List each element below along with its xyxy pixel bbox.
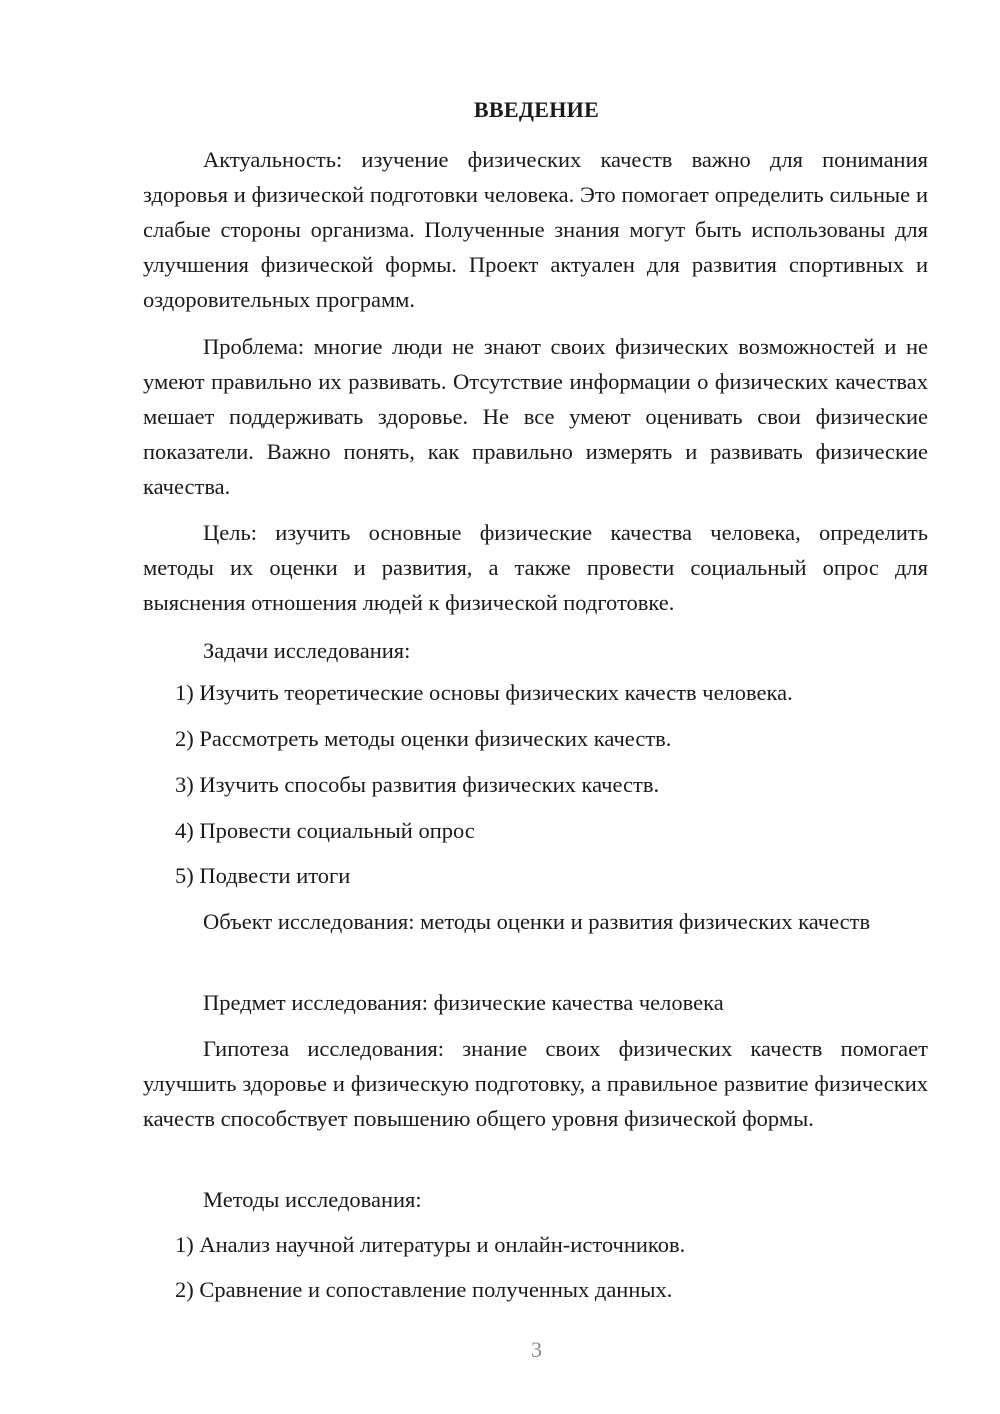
paragraph-problem: Проблема: многие люди не знают своих физических возможностей и не умеют правильно их развивать. Отсутствие информации о физических качествах мешает поддерживать здоровье. Не все умеют оценивать свои физические показатели. Важно понять, как правильно измерять и развивать физические качества. <box>143 334 928 499</box>
task-item-5: 5) Подвести итоги <box>175 863 351 888</box>
paragraph-object: Объект исследования: методы оценки и развития физических качеств <box>203 909 871 934</box>
methods-label: Методы исследования: <box>203 1187 422 1212</box>
section-heading: ВВЕДЕНИЕ <box>473 97 600 122</box>
task-item-1: 1) Изучить теоретические основы физических качеств человека. <box>175 680 793 705</box>
page-number: 3 <box>531 1337 542 1362</box>
method-item-1: 1) Анализ научной литературы и онлайн-источников. <box>175 1232 686 1257</box>
tasks-label: Задачи исследования: <box>203 638 411 663</box>
task-item-3: 3) Изучить способы развития физических качеств. <box>175 772 660 797</box>
paragraph-goal: Цель: изучить основные физические качества человека, определить методы их оценки и развития, а также провести социальный опрос для выяснения отношения людей к физической подготовке. <box>143 520 928 615</box>
paragraph-relevance: Актуальность: изучение физических качеств важно для понимания здоровья и физической подготовки человека. Это помогает определить сильные и слабые стороны организма. Полученные знания могут быть использованы для улучшения физической формы. Проект актуален для развития спортивных и оздоровительных программ. <box>143 147 928 312</box>
paragraph-subject: Предмет исследования: физические качества человека <box>203 990 724 1015</box>
task-item-4: 4) Провести социальный опрос <box>175 818 475 843</box>
paragraph-hypothesis: Гипотеза исследования: знание своих физических качеств помогает улучшить здоровье и физическую подготовку, а правильное развитие физических качеств способствует повышению общего уровня физической формы. <box>143 1036 928 1131</box>
task-item-2: 2) Рассмотреть методы оценки физических качеств. <box>175 726 672 751</box>
method-item-2: 2) Сравнение и сопоставление полученных данных. <box>175 1277 673 1302</box>
